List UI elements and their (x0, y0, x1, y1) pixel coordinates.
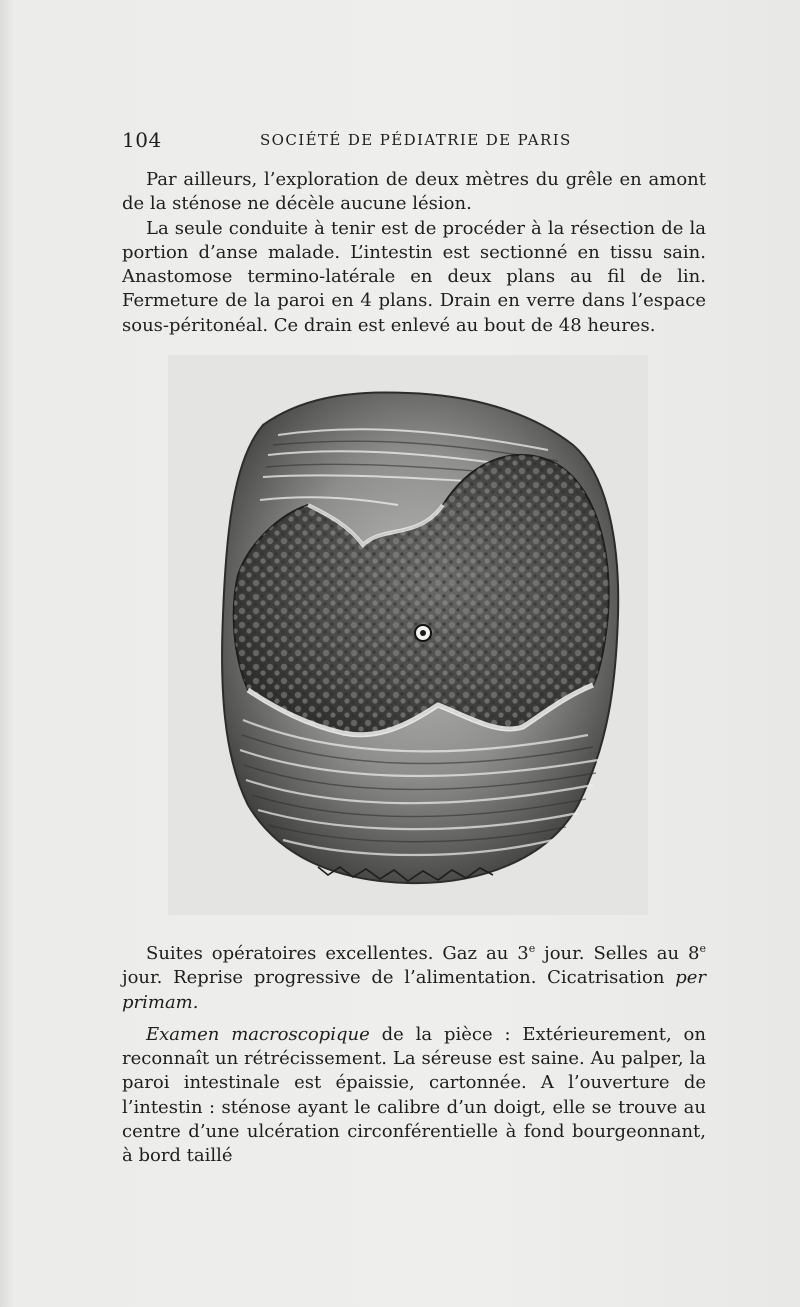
superscript-8e: e (699, 942, 706, 955)
page-number: 104 (122, 128, 162, 152)
per-primam-italic: per primam. (122, 967, 706, 1013)
paragraph-resection: La seule conduite à tenir est de procéder à la résection de la portion d’anse malade. L’intestin est sectionné en tissu sain. Anastomose termino-latérale en deux plans au fil de lin. Fermeture de la paroi en 4 plans. Drain en verre dans l’espace sous-péritonéal. Ce drain est enlevé au bout de 48 heures. (122, 217, 706, 336)
specimen-drawing-icon (168, 355, 648, 915)
page-header (122, 128, 702, 152)
paragraph-exploration: Par ailleurs, l’exploration de deux mètres du grêle en amont de la sténose ne décèle aucune lésion. (122, 169, 706, 215)
running-head: SOCIÉTÉ DE PÉDIATRIE DE PARIS (260, 131, 572, 149)
suites-text-b: jour. Selles au 8 (535, 943, 700, 964)
examen-macroscopique-italic: Examen macroscopique (146, 1023, 370, 1045)
suites-text-a: Suites opératoires excellentes. Gaz au 3 (146, 943, 529, 964)
examen-text: de la pièce : Extérieurement, on reconnaît un rétrécissement. La séreuse est saine. Au palper, la paroi intestinale est épaissie, cartonnée. A l’ouverture de l’intestin : sténose ayant le calibre d’un doigt, elle se trouve au centre d’une ulcération circonférentielle à fond bourgeonnant, à bord taillé (122, 1023, 706, 1167)
suites-text-c: jour. Reprise progressive de l’alimentation. Cicatrisation (122, 967, 676, 989)
bottom-text-block (122, 942, 706, 1169)
paragraph-suites (122, 942, 706, 1015)
paragraph-examen (122, 1023, 706, 1169)
top-text-block (122, 168, 706, 338)
superscript-3e: e (528, 942, 536, 955)
intestine-specimen-illustration (168, 355, 648, 915)
